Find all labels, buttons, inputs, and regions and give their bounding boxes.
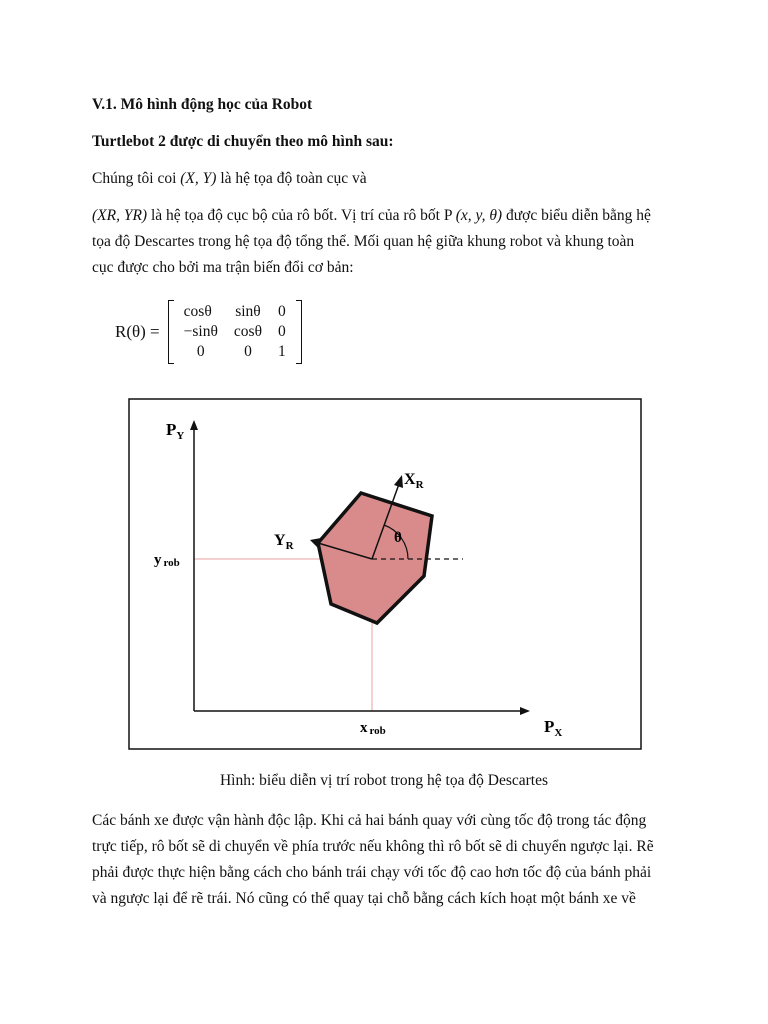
paragraph-line: và ngược lại để rẽ trái. Nó cũng có thể quay tại chỗ bằng cách kích hoạt một bánh xe về	[92, 890, 636, 907]
rotation-matrix-equation	[115, 300, 302, 364]
xr-label: $X_R$	[404, 471, 424, 491]
matrix-cell: 0	[196, 343, 205, 360]
matrix-row	[176, 302, 294, 322]
intro-line-3: tọa độ Descartes trong hệ tọa độ tổng thể. Mối quan hệ giữa khung robot và khung toàn	[92, 233, 635, 250]
figure-caption: Hình: biểu diễn vị trí robot trong hệ tọa độ Descartes	[219, 772, 548, 789]
intro-text: là hệ tọa độ cục bộ của rô bốt. Vị trí của rô bốt P	[147, 207, 456, 224]
intro-line-4: cục được cho bởi ma trận biến đổi cơ bản:	[92, 259, 354, 276]
matrix-cell: sinθ	[235, 303, 261, 320]
matrix-cell: −sinθ	[183, 323, 218, 340]
body-paragraph	[92, 808, 682, 912]
inline-math: (x, y, θ)	[455, 207, 503, 224]
robot-frame-diagram	[128, 398, 642, 750]
intro-text: Chúng tôi coi	[92, 170, 181, 187]
matrix-table	[176, 302, 294, 362]
matrix-cell: 1	[278, 343, 286, 360]
matrix-cell: 0	[278, 303, 286, 320]
subheading: Turtlebot 2 được di chuyển theo mô hình sau:	[92, 133, 394, 150]
paragraph-line: trực tiếp, rô bốt sẽ di chuyển về phía trước nếu không thì rô bốt sẽ di chuyển ngược lại. Rẽ	[92, 838, 654, 855]
matrix-cell: cosθ	[233, 323, 263, 340]
paragraph-line: Các bánh xe được vận hành độc lập. Khi cả hai bánh quay với cùng tốc độ trong tác động	[92, 812, 647, 829]
theta-label: θ	[394, 530, 402, 546]
x-rob-label: x rob	[360, 720, 386, 737]
y-rob-label: y rob	[154, 552, 180, 569]
yr-label: $Y_R$	[274, 532, 294, 552]
matrix	[168, 302, 302, 362]
matrix-row	[176, 342, 294, 362]
intro-line-1	[92, 170, 367, 188]
intro-text: được biểu diễn bằng hệ	[502, 207, 651, 224]
matrix-cell: 0	[244, 343, 252, 360]
inline-math: (XR, YR)	[92, 207, 148, 224]
intro-text: là hệ tọa độ toàn cục và	[216, 170, 367, 187]
matrix-cell: cosθ	[183, 303, 212, 320]
equation-lhs: R(θ) =	[115, 322, 160, 341]
inline-math: (X, Y)	[180, 170, 217, 187]
intro-line-2	[92, 207, 651, 225]
section-heading: V.1. Mô hình động học của Robot	[92, 96, 313, 113]
paragraph-line: phải được thực hiện bằng cách cho bánh trái chạy với tốc độ cao hơn tốc độ của bánh phải	[92, 864, 652, 881]
x-axis-label: $P_X$	[544, 717, 563, 739]
y-axis-label: $P_Y$	[166, 420, 185, 442]
matrix-row	[176, 322, 294, 342]
matrix-cell: 0	[278, 323, 286, 340]
